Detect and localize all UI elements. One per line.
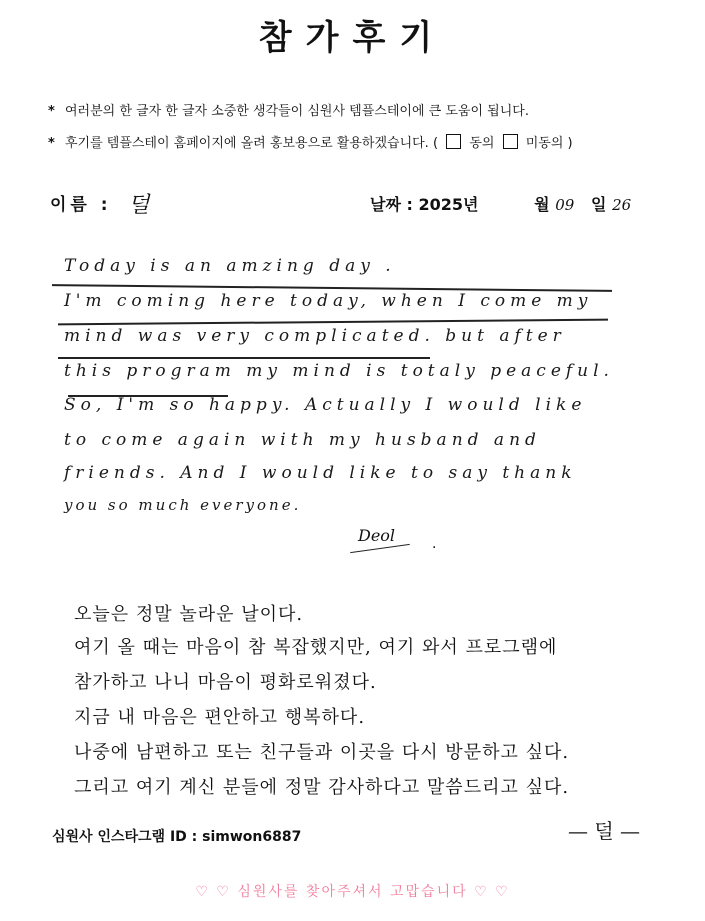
disagree-checkbox[interactable]: [503, 134, 518, 149]
notice-line-2: [48, 132, 573, 151]
asterisk-icon: *: [48, 136, 55, 151]
english-signature: Deol: [358, 526, 396, 545]
english-line: So, I'm so happy. Actually I would like: [64, 395, 587, 415]
asterisk-icon: *: [48, 104, 55, 119]
month-label: 월: [534, 195, 550, 214]
notice-line-1: [48, 100, 529, 119]
agree-label: 동의: [469, 136, 495, 151]
day-value: 26: [612, 196, 632, 214]
korean-line: 참가하고 나니 마음이 평화로워졌다.: [74, 672, 377, 693]
date-label: 날짜 : 2025년: [370, 195, 479, 214]
month-value: 09: [555, 196, 575, 214]
korean-line: 그리고 여기 계신 분들에 정말 감사하다고 말씀드리고 싶다.: [74, 777, 570, 798]
thanks-footer: ♡ ♡ 심원사를 찾아주셔서 고맙습니다 ♡ ♡: [195, 884, 510, 900]
notice-close-paren: ): [567, 136, 573, 151]
english-line: this program my mind is totaly peaceful.: [64, 361, 614, 381]
english-line: mind was very complicated. but after: [64, 326, 566, 346]
korean-line: 여기 올 때는 마음이 참 복잡했지만, 여기 와서 프로그램에: [74, 637, 558, 658]
name-value: 덜: [128, 193, 150, 218]
agree-checkbox[interactable]: [446, 134, 461, 149]
notice-text-1: 여러분의 한 글자 한 글자 소중한 생각들이 심원사 템플스테이에 큰 도움이 됩니다.: [64, 104, 529, 119]
page-title: 참가후기: [258, 18, 447, 58]
date-field: [370, 192, 631, 215]
instagram-id: 심원사 인스타그램 ID : simwon6887: [52, 829, 302, 845]
signature-dot: .: [432, 536, 437, 552]
english-line: friends. And I would like to say thank: [64, 463, 577, 483]
signature-underline: [350, 544, 410, 554]
underline: [58, 319, 608, 325]
korean-signature: — 덜 —: [568, 819, 641, 843]
english-line: to come again with my husband and: [64, 430, 541, 450]
english-line: you so much everyone.: [64, 496, 302, 514]
day-label: 일: [591, 195, 607, 214]
korean-line: 나중에 남편하고 또는 친구들과 이곳을 다시 방문하고 싶다.: [74, 742, 570, 763]
korean-line: 지금 내 마음은 편안하고 행복하다.: [74, 707, 366, 728]
english-line: Today is an amzing day .: [64, 256, 396, 276]
name-label: 이름 :: [50, 195, 112, 215]
korean-line: 오늘은 정말 놀라운 날이다.: [74, 604, 304, 625]
notice-text-2: 후기를 템플스테이 홈페이지에 올려 홍보용으로 활용하겠습니다. (: [64, 136, 439, 151]
underline: [58, 357, 430, 359]
disagree-label: 미동의: [525, 136, 564, 151]
english-line: I'm coming here today, when I come my: [64, 291, 593, 311]
